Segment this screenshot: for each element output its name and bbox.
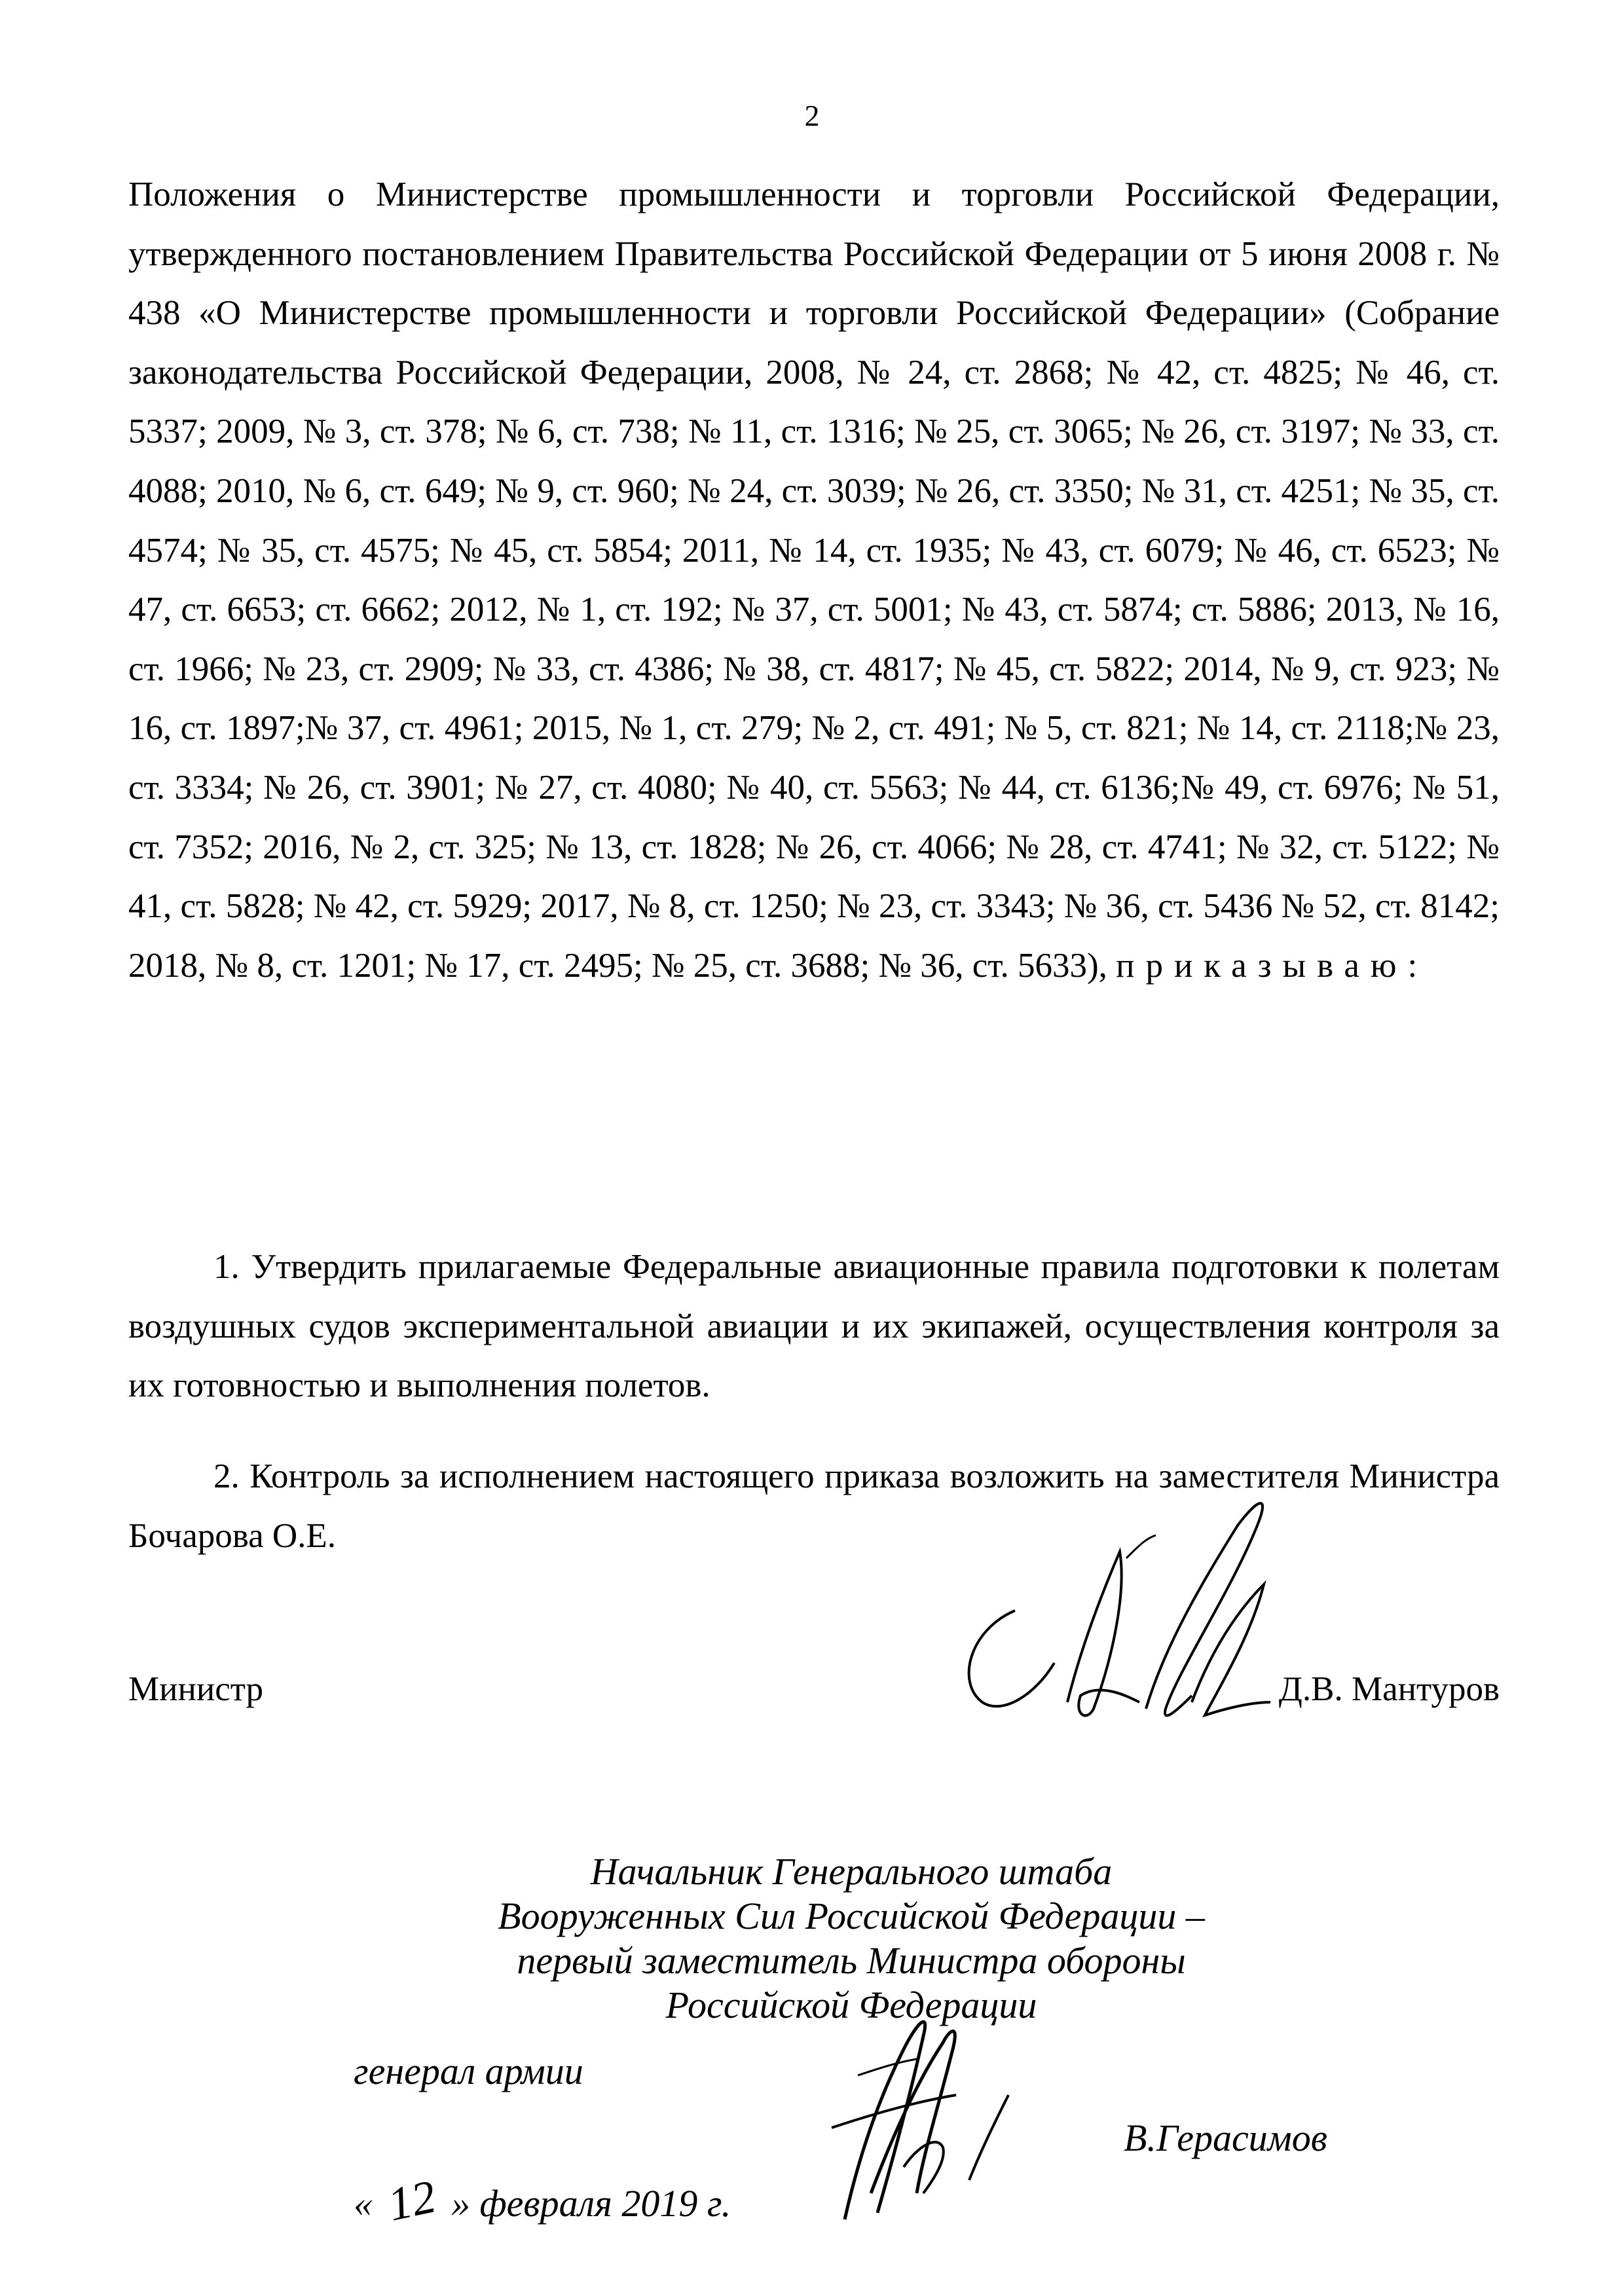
preamble-paragraph [128,165,1500,995]
general-signature [805,1997,1015,2232]
approval-date [354,2170,731,2231]
approval-line-3: первый заместитель Министра обороны [517,1939,1186,1982]
signatory-title: Министр [128,1670,264,1708]
approval-line-2: Вооруженных Сил Российской Федерации – [498,1895,1205,1937]
minister-signature [930,1486,1297,1735]
order-item-1: 1. Утвердить прилагаемые Федеральные авиационные правила подготовки к полетам воздушных судов экспериментальной авиации и их экипажей, осуществления контроля за их готовностью и выполнения полетов. [128,1248,1500,1405]
page-number: 2 [804,99,820,132]
date-open-quote: « [354,2182,373,2225]
approval-line-1: Начальник Генерального штаба [590,1850,1113,1893]
preamble-text: Положения о Министерстве промышленности и торговли Российской Федерации, утвержденного постановлением Правительства Российской Федерации от 5 июня 2008 г. № 438 «О Министерстве промышленности и торговли Российской Федерации» (Собрание законодательства Российской Федерации, 2008, № 24, ст. 2868; № 42, ст. 4825; № 46, ст. 5337; 2009, № 3, ст. 378; № 6, ст. 738; № 11, ст. 1316; № 25, ст. 3065; № 26, ст. 3197; № 33, ст. 4088; 2010, № 6, ст. 649; № 9, ст. 960; № 24, ст. 3039; № 26, ст. 3350; № 31, ст. 4251; № 35, ст. 4574; № 35, ст. 4575; № 45, ст. 5854; 2011, № 14, ст. 1935; № 43, ст. 6079; № 46, ст. 6523; № 47, ст. 6653; ст. 6662; 2012, № 1, ст. 192; № 37, ст. 5001; № 43, ст. 5874; ст. 5886; 2013, № 16, ст. 1966; № 23, ст. 2909; № 33, ст. 4386; № 38, ст. 4817; № 45, ст. 5822; 2014, № 9, ст. 923; № 16, ст. 1897;№ 37, ст. 4961; 2015, № 1, ст. 279; № 2, ст. 491; № 5, ст. 821; № 14, ст. 2118;№ 23, ст. 3334; № 26, ст. 3901; № 27, ст. 4080; № 40, ст. 5563; № 44, ст. 6136;№ 49, ст. 6976; № 51, ст. 7352; 2016, № 2, ст. 325; № 13, ст. 1828; № 26, ст. 4066; № 28, ст. 4741; № 32, ст. 5122; № 41, ст. 5828; № 42, ст. 5929; 2017, № 8, ст. 1250; № 23, ст. 3343; № 36, ст. 5436 № 52, ст. 8142; 2018, № 8, ст. 1201; № 17, ст. 2495; № 25, ст. 3688; № 36, ст. 5633), [128,175,1500,985]
date-day-handwritten: 12 [383,2170,441,2231]
approval-line-4: Российской Федерации [665,1984,1037,2026]
order-word: приказываю: [1116,946,1429,985]
approval-name: В.Герасимов [1124,2117,1327,2159]
order-item-2: 2. Контроль за исполнением настоящего приказа возложить на заместителя Министра Бочарова О.Е. [128,1457,1500,1555]
signatory-name: Д.В. Мантуров [1278,1670,1500,1708]
date-rest: » февраля 2019 г. [451,2182,731,2225]
approval-rank: генерал армии [354,2050,583,2092]
